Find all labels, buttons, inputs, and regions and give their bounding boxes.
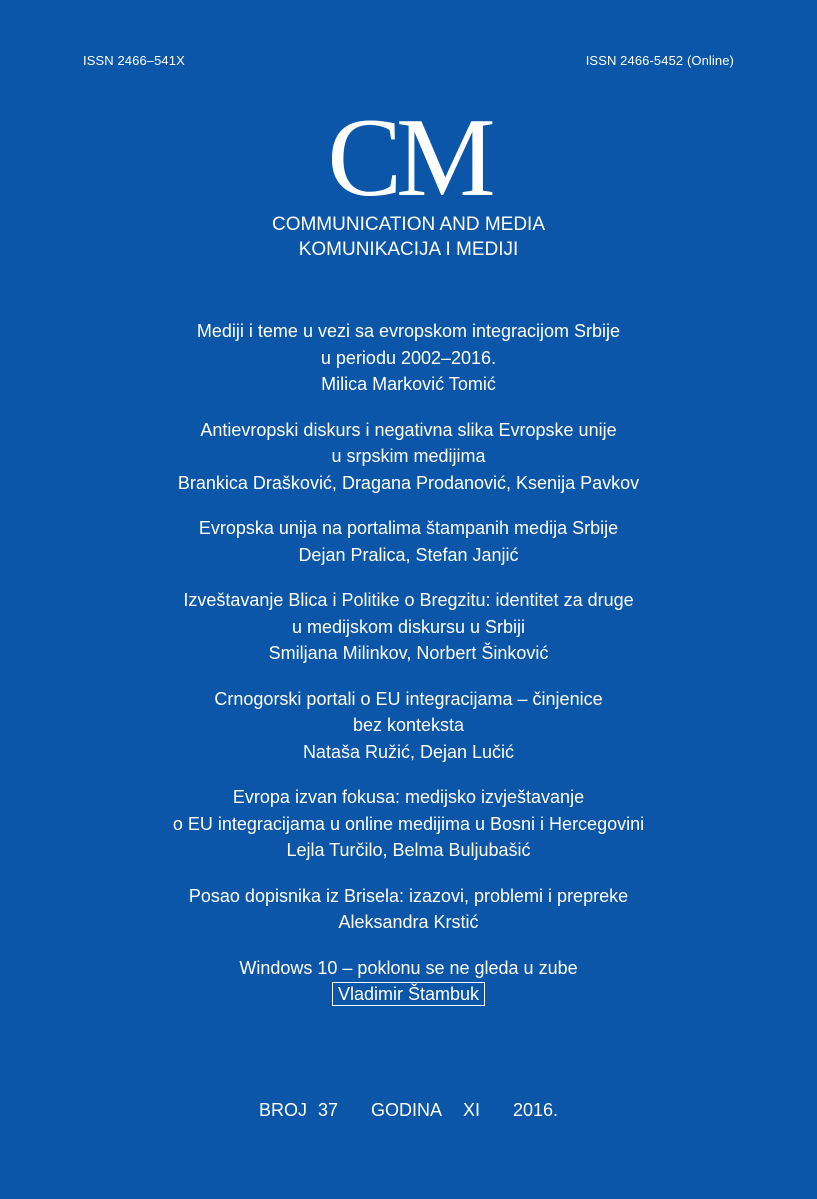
article-title-line: u medijskom diskursu u Srbiji <box>291 616 526 637</box>
article-authors: Nataša Ružić, Dejan Lučić <box>302 741 515 762</box>
article-title-line: Posao dopisnika iz Brisela: izazovi, problemi i prepreke <box>188 885 629 906</box>
article-4 <box>0 587 817 667</box>
article-authors: Smiljana Milinkov, Norbert Šinković <box>268 643 549 663</box>
issn-print: ISSN 2466–541X <box>83 53 185 68</box>
article-authors: Aleksandra Krstić <box>338 912 479 932</box>
article-title-line: Izveštavanje Blica i Politike o Bregzitu: identitet za druge <box>183 590 634 610</box>
article-authors: Lejla Turčilo, Belma Buljubašić <box>286 840 531 860</box>
article-title-line: o EU integracijama u online medijima u Bosni i Hercegovini <box>172 813 645 834</box>
article-authors-boxed: Vladimir Štambuk <box>332 982 485 1006</box>
issn-online: ISSN 2466-5452 (Online) <box>585 53 734 68</box>
subtitle-english: COMMUNICATION AND MEDIA <box>271 214 546 235</box>
journal-subtitle <box>0 212 817 262</box>
article-authors: Milica Marković Tomić <box>321 374 496 394</box>
article-1 <box>0 318 817 398</box>
table-of-contents <box>0 318 817 1027</box>
article-authors-line <box>0 981 817 1008</box>
article-title-line: Evropa izvan fokusa: medijsko izvještavanje <box>232 787 585 807</box>
article-title-line: u periodu 2002–2016. <box>320 347 497 368</box>
article-8 <box>0 955 817 1008</box>
article-authors: Brankica Drašković, Dragana Prodanović, Ksenija Pavkov <box>177 472 640 493</box>
article-2 <box>0 417 817 497</box>
article-title-line: bez konteksta <box>352 715 465 735</box>
article-title-line: u srpskim medijima <box>331 446 486 466</box>
article-title-line: Windows 10 – poklonu se ne gleda u zube <box>239 957 578 978</box>
article-title-line: Mediji i teme u vezi sa evropskom integracijom Srbije <box>196 321 621 341</box>
issue-text: BROJ 37 GODINA XI 2016. <box>258 1100 559 1120</box>
article-title-line: Crnogorski portali o EU integracijama – činjenice <box>214 688 603 709</box>
article-5 <box>0 686 817 766</box>
journal-logo: CM <box>327 96 490 220</box>
article-title-line: Evropska unija na portalima štampanih medija Srbije <box>198 518 619 538</box>
subtitle-serbian: KOMUNIKACIJA I MEDIJI <box>298 239 519 260</box>
article-6 <box>0 784 817 864</box>
article-authors: Dejan Pralica, Stefan Janjić <box>298 544 519 565</box>
issue-info <box>0 1100 817 1121</box>
article-3 <box>0 515 817 568</box>
article-title-line: Antievropski diskurs i negativna slika Evropske unije <box>200 419 617 440</box>
article-7 <box>0 883 817 936</box>
